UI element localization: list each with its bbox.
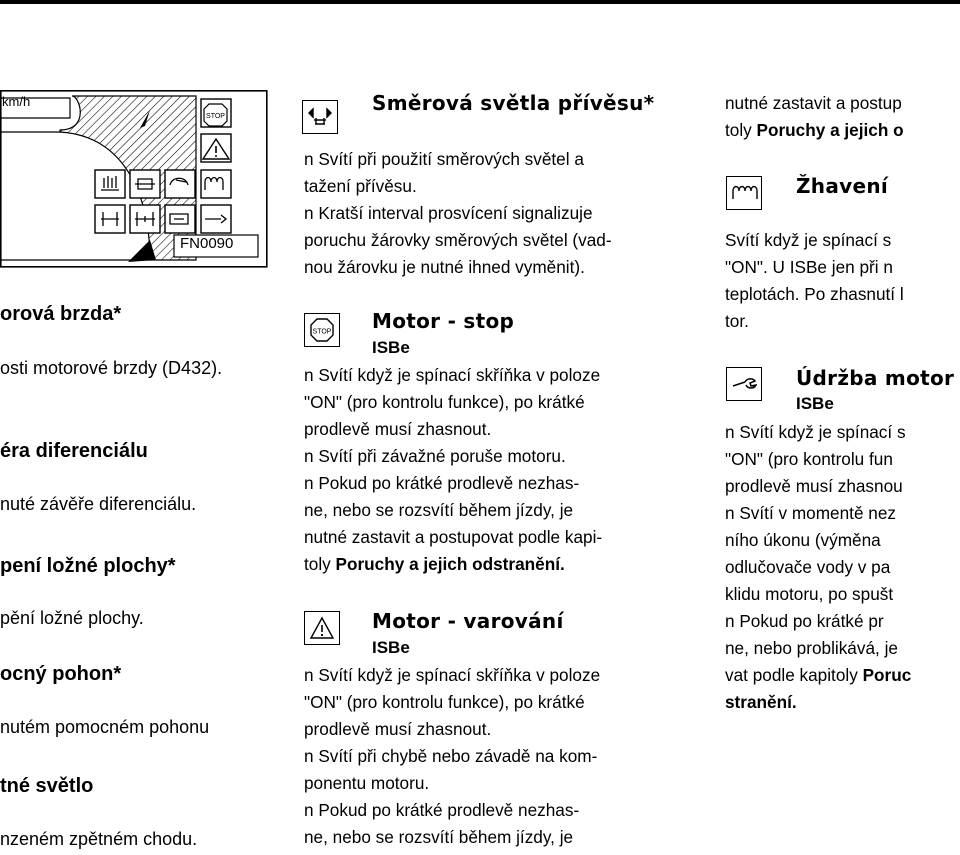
left-heading-2: éra diferenciálu: [0, 440, 148, 462]
warning-subtitle: ISBe: [372, 638, 410, 657]
glow-line-3: teplotách. Po zhasnutí l: [725, 284, 904, 304]
glow-line-4: tor.: [725, 311, 749, 331]
left-heading-1: orová brzda*: [0, 303, 122, 325]
maint-subtitle: ISBe: [796, 394, 834, 413]
maint-line-7: klidu motoru, po spušt: [725, 584, 894, 604]
trailer-line-4: poruchu žárovky směrových světel (vad-: [304, 230, 612, 250]
warning-title: Motor - varování: [372, 609, 564, 633]
stop-line-8-text: toly: [304, 554, 331, 574]
right-column: [722, 0, 960, 855]
trailer-line-5: nou žárovku je nutné ihned vyměnit).: [304, 257, 585, 277]
stop-line-1: n Svítí když je spínací skříňka v poloze: [304, 365, 601, 385]
wrench-icon: [726, 367, 762, 401]
maint-line-5: ního úkonu (výměna: [725, 530, 881, 550]
maint-line-11: stranění.: [725, 692, 797, 712]
middle-column: [300, 0, 692, 855]
left-column: [0, 0, 290, 855]
stop-line-7: nutné zastavit a postupovat podle kapi-: [304, 527, 603, 547]
maint-line-4: n Svítí v momentě nez: [725, 503, 896, 523]
trailer-line-3: n Kratší interval prosvícení signalizuje: [304, 203, 593, 223]
dash-stop-label: STOP: [206, 113, 225, 120]
stop-line-2-text: "ON" (pro kontrolu funkce), po krátké: [304, 392, 585, 412]
stop-line-8: [304, 551, 565, 578]
warning-line-4: n Svítí při chybě nebo závadě na kom-: [304, 746, 598, 766]
maint-reference: Poruc: [862, 665, 912, 685]
glow-line-2-text: "ON". U ISBe jen při n: [725, 257, 893, 277]
left-text-5: nzeném zpětném chodu.: [0, 829, 198, 849]
dashboard-illustration: [0, 90, 268, 268]
stop-title: Motor - stop: [372, 309, 515, 333]
glow-plug-icon: [726, 176, 762, 210]
stop-line-6: ne, nebo se rozsvítí během jízdy, je: [304, 500, 574, 520]
left-heading-5: tné světlo: [0, 775, 94, 797]
left-heading-4: ocný pohon*: [0, 663, 122, 685]
stop-line-3: prodlevě musí zhasnout.: [304, 419, 492, 439]
maint-line-10: [725, 662, 911, 689]
right-intro-reference: Poruchy a jejich o: [756, 120, 904, 140]
right-intro-line-2-text: toly: [725, 120, 752, 140]
warning-icon: [304, 611, 340, 645]
left-text-4: nutém pomocném pohonu: [0, 717, 210, 737]
left-text-3: pění ložné plochy.: [0, 608, 144, 628]
maint-line-8: n Pokud po krátké pr: [725, 611, 884, 631]
maint-line-6: odlučovače vody v pa: [725, 557, 891, 577]
trailer-line-2: tažení přívěsu.: [304, 176, 417, 196]
trailer-indicator-icon: [302, 100, 338, 134]
figure-code: FN0090: [180, 235, 234, 252]
stop-reference: Poruchy a jejich odstranění.: [335, 554, 565, 574]
stop-icon-label: STOP: [312, 328, 332, 336]
left-text-1: osti motorové brzdy (D432).: [0, 358, 223, 378]
left-text-2: nuté závěře diferenciálu.: [0, 494, 197, 514]
trailer-line-1: n Svítí při použití směrových světel a: [304, 149, 584, 169]
maint-line-1: n Svítí když je spínací s: [725, 422, 906, 442]
glow-line-2: [725, 254, 893, 281]
warning-line-2: "ON" (pro kontrolu funkce), po krátké: [304, 692, 585, 712]
trailer-title: Směrová světla přívěsu*: [372, 91, 655, 115]
warning-line-5: ponentu motoru.: [304, 773, 430, 793]
stop-line-4: n Svítí při závažné poruše motoru.: [304, 446, 566, 466]
right-intro-line-1: nutné zastavit a postup: [725, 93, 902, 113]
left-heading-3: pení ložné plochy*: [0, 555, 176, 577]
stop-line-2: [304, 389, 585, 416]
stop-line-5: n Pokud po krátké prodlevě nezhas-: [304, 473, 580, 493]
speed-unit-label: km/h: [2, 94, 31, 109]
maint-line-3: prodlevě musí zhasnou: [725, 476, 903, 496]
right-intro-line-2: [725, 117, 904, 144]
glow-line-1: Svítí když je spínací s: [725, 230, 892, 250]
maint-line-10-text: vat podle kapitoly: [725, 665, 858, 685]
maint-line-9: ne, nebo problikává, je: [725, 638, 898, 658]
warning-line-1: n Svítí když je spínací skříňka v poloze: [304, 665, 601, 685]
maint-title: Údržba motor: [796, 366, 955, 390]
glow-title: Žhavení: [796, 174, 889, 198]
warning-line-7: ne, nebo se rozsvítí během jízdy, je: [304, 827, 574, 847]
stop-subtitle: ISBe: [372, 338, 410, 357]
maint-line-2: "ON" (pro kontrolu fun: [725, 449, 893, 469]
warning-line-6: n Pokud po krátké prodlevě nezhas-: [304, 800, 580, 820]
stop-icon: [304, 313, 340, 347]
warning-line-3: prodlevě musí zhasnout.: [304, 719, 492, 739]
